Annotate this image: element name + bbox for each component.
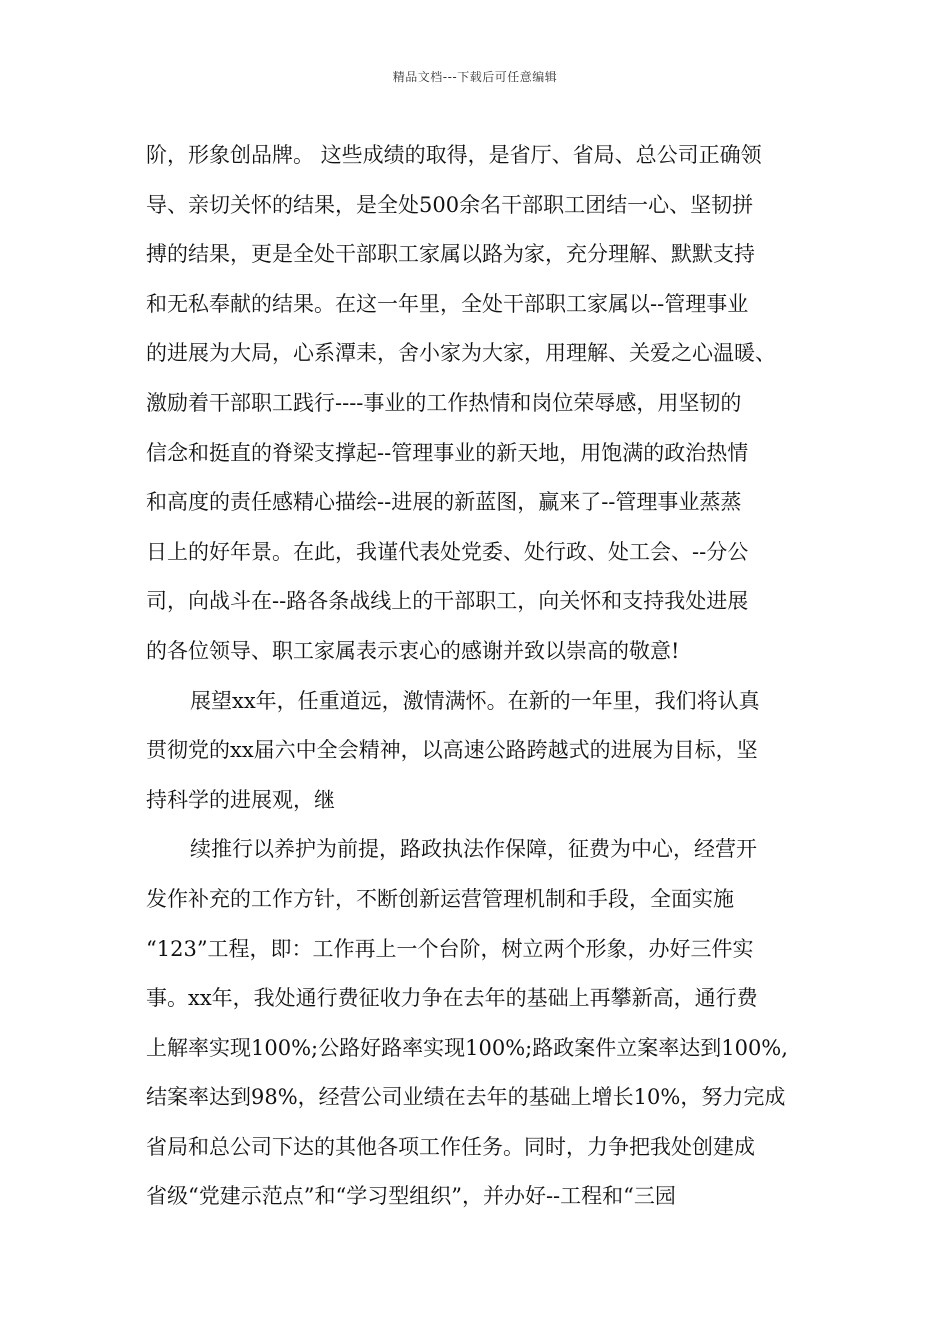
text-line: 发作补充的工作方针，不断创新运营管理机制和手段，全面实施 [146,886,734,911]
paragraph-start-line: 续推行以养护为前提，路政执法作保障，征费为中心，经营开 [190,837,757,862]
text-line: 结案率达到98%，经营公司业绩在去年的基础上增长10%，努力完成 [146,1085,786,1110]
text-line: 省局和总公司下达的其他各项工作任务。同时，力争把我处创建成 [146,1134,755,1159]
text-line: 和高度的责任感精心描绘--进展的新蓝图，赢来了--管理事业蒸蒸 [146,490,742,515]
text-line: 事。xx年，我处通行费征收力争在去年的基础上再攀新高，通行费 [146,986,758,1011]
text-line: 的各位领导、职工家属表示衷心的感谢并致以崇高的敬意! [146,638,680,663]
paragraph-start-line: 展望xx年，任重道远，激情满怀。在新的一年里，我们将认真 [190,688,760,713]
text-line: 省级“党建示范点”和“学习型组织”，并办好--工程和“三园 [146,1184,676,1209]
text-line: 上解率实现100%;公路好路率实现100%;路政案件立案率达到100%, [146,1035,788,1060]
text-line: 搏的结果，更是全处干部职工家属以路为家，充分理解、默默支持 [146,242,755,267]
text-line: 激励着干部职工践行----事业的工作热情和岗位荣辱感，用坚韧的 [146,390,742,415]
text-line: 贯彻党的xx届六中全会精神，以高速公路跨越式的进展为目标，坚 [146,738,758,763]
body-text [146,131,808,1222]
page-header: 精品文档---下载后可任意编辑 [392,70,558,84]
text-line: 的进展为大局，心系潭耒，舍小家为大家，用理解、关爱之心温暖、 [146,341,776,366]
text-line: 导、亲切关怀的结果，是全处500余名干部职工团结一心、坚韧拼 [146,192,754,217]
text-line: 阶，形象创品牌。 这些成绩的取得，是省厅、省局、总公司正确领 [146,143,762,167]
text-line: 信念和挺直的脊梁支撑起--管理事业的新天地，用饱满的政治热情 [146,440,749,465]
text-line: “123”工程，即：工作再上一个台阶，树立两个形象，办好三件实 [146,936,754,961]
text-line: 日上的好年景。在此，我谨代表处党委、处行政、处工会、--分公 [146,539,749,564]
text-line: 持科学的进展观，继 [146,787,335,812]
text-line: 司，向战斗在--路各条战线上的干部职工，向关怀和支持我处进展 [146,589,749,614]
text-line: 和无私奉献的结果。在这一年里，全处干部职工家属以--管理事业 [146,291,749,316]
